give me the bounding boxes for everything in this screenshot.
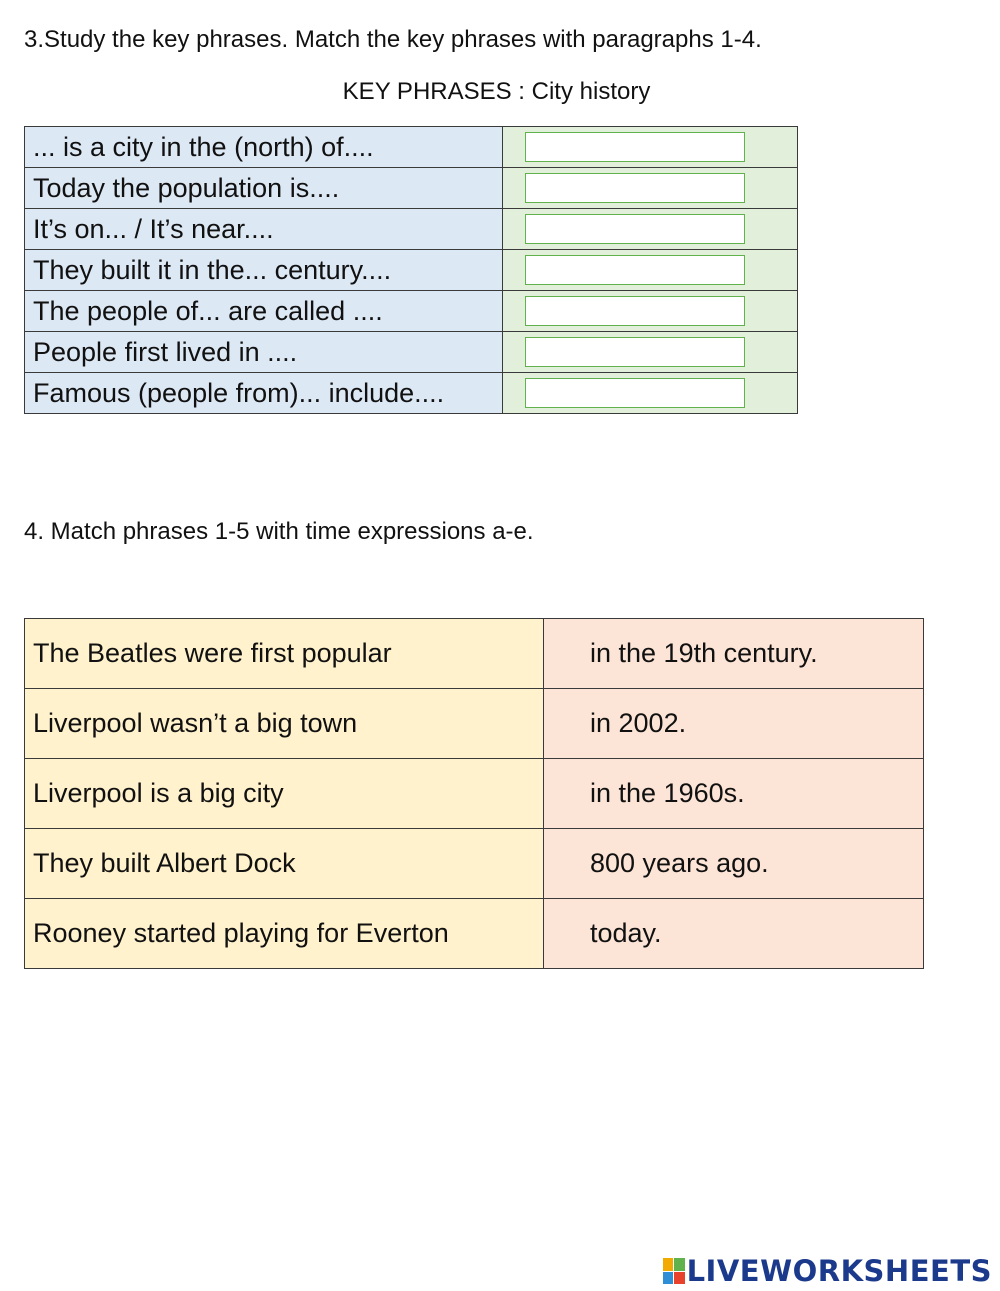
exercise-3-title: 3.Study the key phrases. Match the key phrases with paragraphs 1-4. (24, 26, 762, 53)
match-row (25, 899, 924, 969)
match-phrase: They built Albert Dock (25, 829, 544, 899)
match-phrase: Liverpool wasn’t a big town (25, 689, 544, 759)
time-expression[interactable]: today. (544, 899, 924, 969)
key-phrase-row (25, 291, 798, 332)
time-expression[interactable]: in the 1960s. (544, 759, 924, 829)
key-phrases-table (24, 126, 798, 414)
key-phrase-answer-cell (503, 127, 798, 168)
answer-input[interactable] (525, 214, 745, 244)
time-expression[interactable]: in the 19th century. (544, 619, 924, 689)
time-expression[interactable]: 800 years ago. (544, 829, 924, 899)
key-phrase-row (25, 332, 798, 373)
key-phrase-text: Today the population is.... (25, 168, 503, 209)
key-phrase-answer-cell (503, 168, 798, 209)
key-phrase-text: The people of... are called .... (25, 291, 503, 332)
key-phrases-heading: KEY PHRASES : City history (342, 78, 651, 105)
exercise-4-title: 4. Match phrases 1-5 with time expressions a-e. (24, 518, 534, 545)
key-phrase-text: They built it in the... century.... (25, 250, 503, 291)
match-row (25, 619, 924, 689)
key-phrase-row (25, 250, 798, 291)
match-phrase: Liverpool is a big city (25, 759, 544, 829)
key-phrase-answer-cell (503, 250, 798, 291)
answer-input[interactable] (525, 255, 745, 285)
match-row (25, 689, 924, 759)
key-phrase-text: Famous (people from)... include.... (25, 373, 503, 414)
answer-input[interactable] (525, 337, 745, 367)
liveworksheets-logo[interactable] (663, 1254, 992, 1288)
logo-text: LIVEWORKSHEETS (686, 1254, 992, 1288)
key-phrase-row (25, 373, 798, 414)
answer-input[interactable] (525, 378, 745, 408)
key-phrase-row (25, 209, 798, 250)
key-phrase-row (25, 168, 798, 209)
time-expression[interactable]: in 2002. (544, 689, 924, 759)
key-phrase-answer-cell (503, 332, 798, 373)
match-row (25, 759, 924, 829)
key-phrase-text: People first lived in .... (25, 332, 503, 373)
match-row (25, 829, 924, 899)
key-phrase-answer-cell (503, 291, 798, 332)
key-phrase-answer-cell (503, 373, 798, 414)
answer-input[interactable] (525, 296, 745, 326)
key-phrase-answer-cell (503, 209, 798, 250)
time-expressions-table (24, 618, 924, 969)
key-phrase-text: It’s on... / It’s near.... (25, 209, 503, 250)
match-phrase: The Beatles were first popular (25, 619, 544, 689)
key-phrase-row (25, 127, 798, 168)
liveworksheets-logo-icon (663, 1258, 685, 1284)
answer-input[interactable] (525, 173, 745, 203)
answer-input[interactable] (525, 132, 745, 162)
match-phrase: Rooney started playing for Everton (25, 899, 544, 969)
key-phrase-text: ... is a city in the (north) of.... (25, 127, 503, 168)
